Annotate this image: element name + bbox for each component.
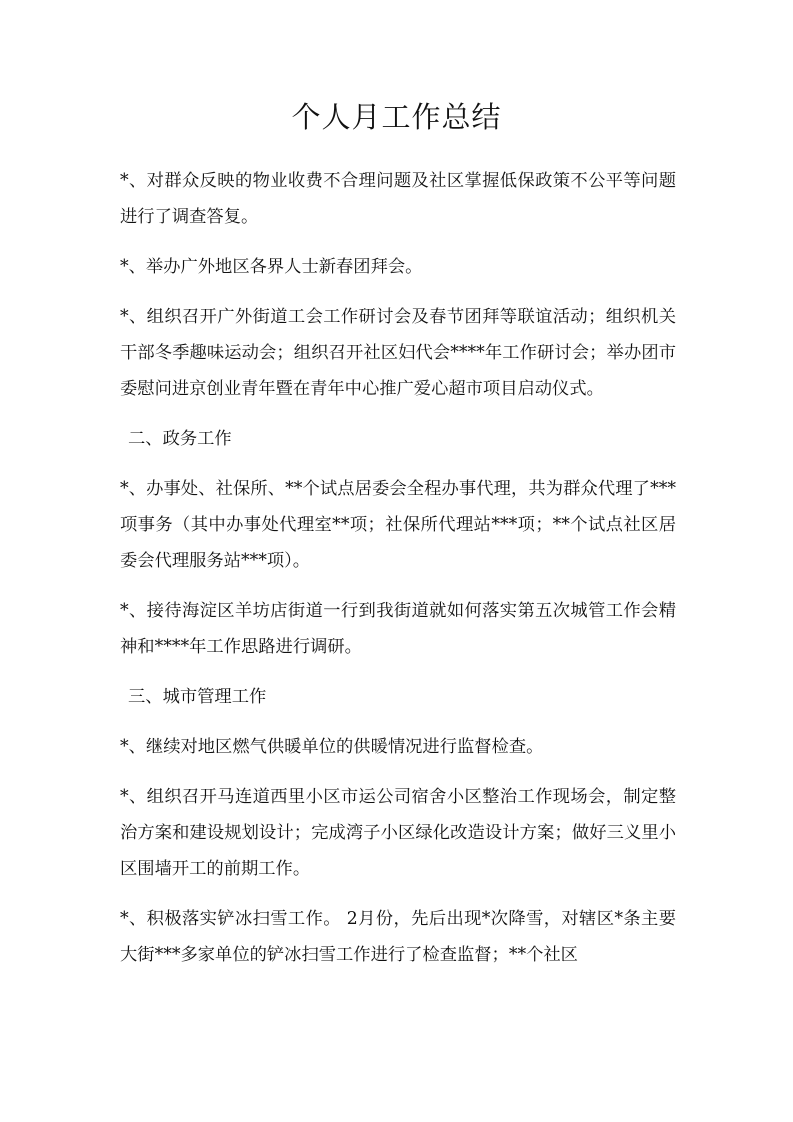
document-body xyxy=(120,163,676,987)
paragraph: *、举办广外地区各界人士新春团拜会。 xyxy=(120,257,423,277)
paragraph: *、办事处、社保所、**个试点居委会全程办事代理，共为群众代理了***项事务（其中办事处代理室**项；社保所代理站***项；**个试点社区居委会代理服务站***项）。 xyxy=(120,479,676,571)
paragraph: *、积极落实铲冰扫雪工作。 2月份，先后出现*次降雪，对辖区*条主要大街***多家单位的铲冰扫雪工作进行了检查监督；**个社区 xyxy=(120,909,676,965)
section-heading-city-management: 三、城市管理工作 xyxy=(128,687,267,707)
paragraph: *、接待海淀区羊坊店街道一行到我街道就如何落实第五次城管工作会精神和****年工作思路进行调研。 xyxy=(120,601,676,657)
document-title: 个人月工作总结 xyxy=(291,100,502,134)
paragraph: *、组织召开马连道西里小区市运公司宿舍小区整治工作现场会，制定整治方案和建设规划设计；完成湾子小区绿化改造设计方案；做好三义里小区围墙开工的前期工作。 xyxy=(120,787,676,879)
paragraph: *、继续对地区燃气供暖单位的供暖情况进行监督检查。 xyxy=(120,737,544,757)
paragraph: *、组织召开广外街道工会工作研讨会及春节团拜等联谊活动；组织机关干部冬季趣味运动会；组织召开社区妇代会****年工作研讨会；举办团市委慰问进京创业青年暨在青年中心推广爱心超市项目启动仪式。 xyxy=(120,307,676,399)
section-heading-government-affairs: 二、政务工作 xyxy=(128,429,232,449)
paragraph: *、对群众反映的物业收费不合理问题及社区掌握低保政策不公平等问题进行了调查答复。 xyxy=(120,171,676,227)
